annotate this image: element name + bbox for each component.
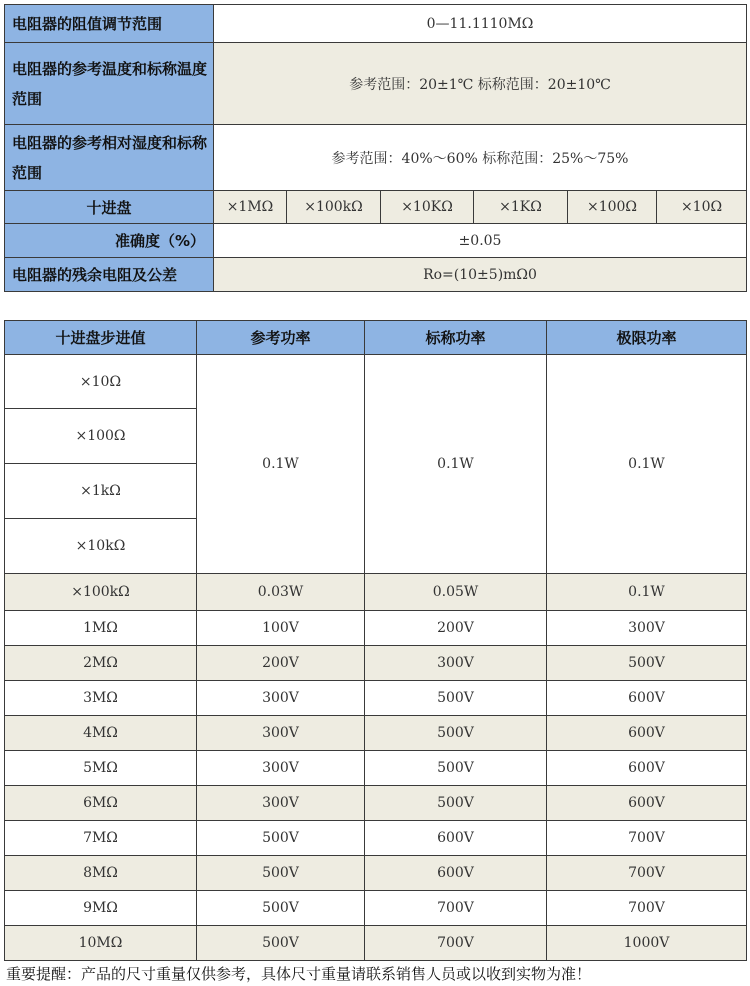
spec-value: ±0.05 <box>214 224 747 258</box>
limit-power-cell: 700V <box>547 856 747 891</box>
reference-power-cell: 300V <box>197 786 365 821</box>
nominal-power-cell: 700V <box>365 926 547 961</box>
spec-row-accuracy <box>5 224 747 258</box>
step-cell: ×1kΩ <box>5 464 197 519</box>
spec-row-residual <box>5 258 747 292</box>
col-header-step: 十进盘步进值 <box>5 321 197 355</box>
spec-label: 电阻器的参考温度和标称温度范围 <box>5 43 214 125</box>
col-header-reference: 参考功率 <box>197 321 365 355</box>
decade-cell: ×10KΩ <box>381 191 474 224</box>
table-row <box>5 355 747 409</box>
reference-power-cell: 500V <box>197 926 365 961</box>
reference-power-cell: 200V <box>197 646 365 681</box>
table-row <box>5 821 747 856</box>
step-cell: 4MΩ <box>5 716 197 751</box>
table-row <box>5 891 747 926</box>
spec-label: 电阻器的残余电阻及公差 <box>5 258 214 292</box>
table-row <box>5 574 747 611</box>
table-row <box>5 681 747 716</box>
reference-power-cell: 300V <box>197 681 365 716</box>
nominal-power-cell: 600V <box>365 821 547 856</box>
nominal-power-cell: 700V <box>365 891 547 926</box>
spec-row-humidity <box>5 125 747 191</box>
spec-label: 电阻器的参考相对湿度和标称范围 <box>5 125 214 191</box>
limit-power-cell: 1000V <box>547 926 747 961</box>
step-cell: 9MΩ <box>5 891 197 926</box>
decade-cell: ×100Ω <box>568 191 657 224</box>
spec-row-temperature <box>5 43 747 125</box>
table-row <box>5 786 747 821</box>
merged-limit-power: 0.1W <box>547 355 747 574</box>
reference-power-cell: 500V <box>197 821 365 856</box>
spec-value: Ro=(10±5)mΩ0 <box>214 258 747 292</box>
nominal-power-cell: 500V <box>365 751 547 786</box>
merged-nominal-power: 0.1W <box>365 355 547 574</box>
table-row <box>5 926 747 961</box>
merged-reference-power: 0.1W <box>197 355 365 574</box>
reference-power-cell: 300V <box>197 751 365 786</box>
decade-cell: ×1MΩ <box>214 191 287 224</box>
reference-power-cell: 300V <box>197 716 365 751</box>
col-header-nominal: 标称功率 <box>365 321 547 355</box>
step-cell: 5MΩ <box>5 751 197 786</box>
limit-power-cell: 600V <box>547 751 747 786</box>
col-header-limit: 极限功率 <box>547 321 747 355</box>
spec-value: 参考范围：40%～60% 标称范围：25%～75% <box>214 125 747 191</box>
limit-power-cell: 700V <box>547 891 747 926</box>
table-row <box>5 716 747 751</box>
nominal-power-cell: 600V <box>365 856 547 891</box>
step-cell: ×100Ω <box>5 409 197 464</box>
step-cell: 10MΩ <box>5 926 197 961</box>
spec-row-range <box>5 5 747 43</box>
spec-value: 参考范围：20±1℃ 标称范围：20±10℃ <box>214 43 747 125</box>
table-row <box>5 856 747 891</box>
limit-power-cell: 700V <box>547 821 747 856</box>
reference-power-cell: 500V <box>197 891 365 926</box>
step-cell: ×100kΩ <box>5 574 197 611</box>
step-cell: 3MΩ <box>5 681 197 716</box>
power-rows <box>5 574 747 961</box>
step-cell: ×10Ω <box>5 355 197 409</box>
reference-power-cell: 0.03W <box>197 574 365 611</box>
step-cell: 1MΩ <box>5 611 197 646</box>
footer-note: 重要提醒：产品的尺寸重量仅供参考，具体尺寸重量请联系销售人员或以收到实物为准！ <box>6 965 592 983</box>
step-cell: 6MΩ <box>5 786 197 821</box>
nominal-power-cell: 0.05W <box>365 574 547 611</box>
step-cell: 8MΩ <box>5 856 197 891</box>
limit-power-cell: 600V <box>547 716 747 751</box>
spec-label: 电阻器的阻值调节范围 <box>5 5 214 43</box>
limit-power-cell: 500V <box>547 646 747 681</box>
spec-row-decades <box>5 191 747 224</box>
table-row <box>5 646 747 681</box>
step-cell: 2MΩ <box>5 646 197 681</box>
reference-power-cell: 100V <box>197 611 365 646</box>
table-row <box>5 611 747 646</box>
limit-power-cell: 300V <box>547 611 747 646</box>
nominal-power-cell: 300V <box>365 646 547 681</box>
decade-cell: ×1KΩ <box>474 191 568 224</box>
nominal-power-cell: 200V <box>365 611 547 646</box>
decade-cell: ×10Ω <box>657 191 747 224</box>
spec-label: 十进盘 <box>5 191 214 224</box>
spec-value: 0—11.1110MΩ <box>214 5 747 43</box>
limit-power-cell: 0.1W <box>547 574 747 611</box>
table-row <box>5 751 747 786</box>
reference-power-cell: 500V <box>197 856 365 891</box>
limit-power-cell: 600V <box>547 681 747 716</box>
power-table <box>4 320 747 961</box>
power-header-row <box>5 321 747 355</box>
nominal-power-cell: 500V <box>365 786 547 821</box>
nominal-power-cell: 500V <box>365 716 547 751</box>
limit-power-cell: 600V <box>547 786 747 821</box>
spec-table <box>4 4 747 292</box>
nominal-power-cell: 500V <box>365 681 547 716</box>
spec-label: 准确度（%） <box>5 224 214 258</box>
decade-cell: ×100kΩ <box>287 191 381 224</box>
step-cell: 7MΩ <box>5 821 197 856</box>
step-cell: ×10kΩ <box>5 519 197 574</box>
